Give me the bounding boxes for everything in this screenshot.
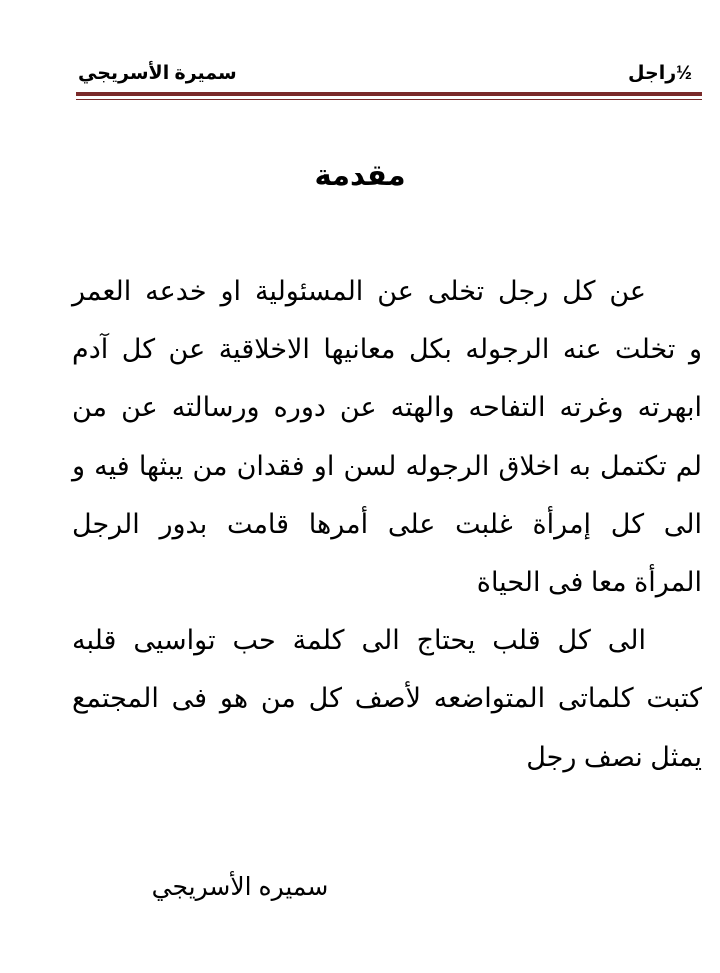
paragraph-line: الى كل إمرأة غلبت على أمرها قامت بدور الرجل [72,508,702,539]
paragraph-line: لم تكتمل به اخلاق الرجوله لسن او فقدان من يبثها فيه و [72,450,702,481]
paragraph-line: كتبت كلماتى المتواضعه لأصف كل من هو فى المجتمع [72,683,702,714]
paragraph-line: و تخلت عنه الرجوله بكل معانيها الاخلاقية عن كل آدم [72,334,702,365]
body-text [72,262,702,786]
paragraph-line: عن كل رجل تخلى عن المسئولية او خدعه العمر [72,276,646,306]
paragraph-line: المرأة معا فى الحياة [476,566,702,597]
page-title: مقدمة [314,160,406,192]
paragraph-line: يمثل نصف رجل [526,741,702,772]
paragraph-line: ابهرته وغرته التفاحه والهته عن دوره ورسالته عن من [72,392,702,423]
author-signature: سميره الأسريجي [151,873,329,901]
header-author: سميرة الأسريجي [78,63,237,84]
header-book-title: ½راجل [628,63,692,84]
paragraph-line: الى كل قلب يحتاج الى كلمة حب تواسيى قلبه [72,625,646,656]
header-rule-thin [76,99,702,100]
header-rule-thick [76,92,702,96]
